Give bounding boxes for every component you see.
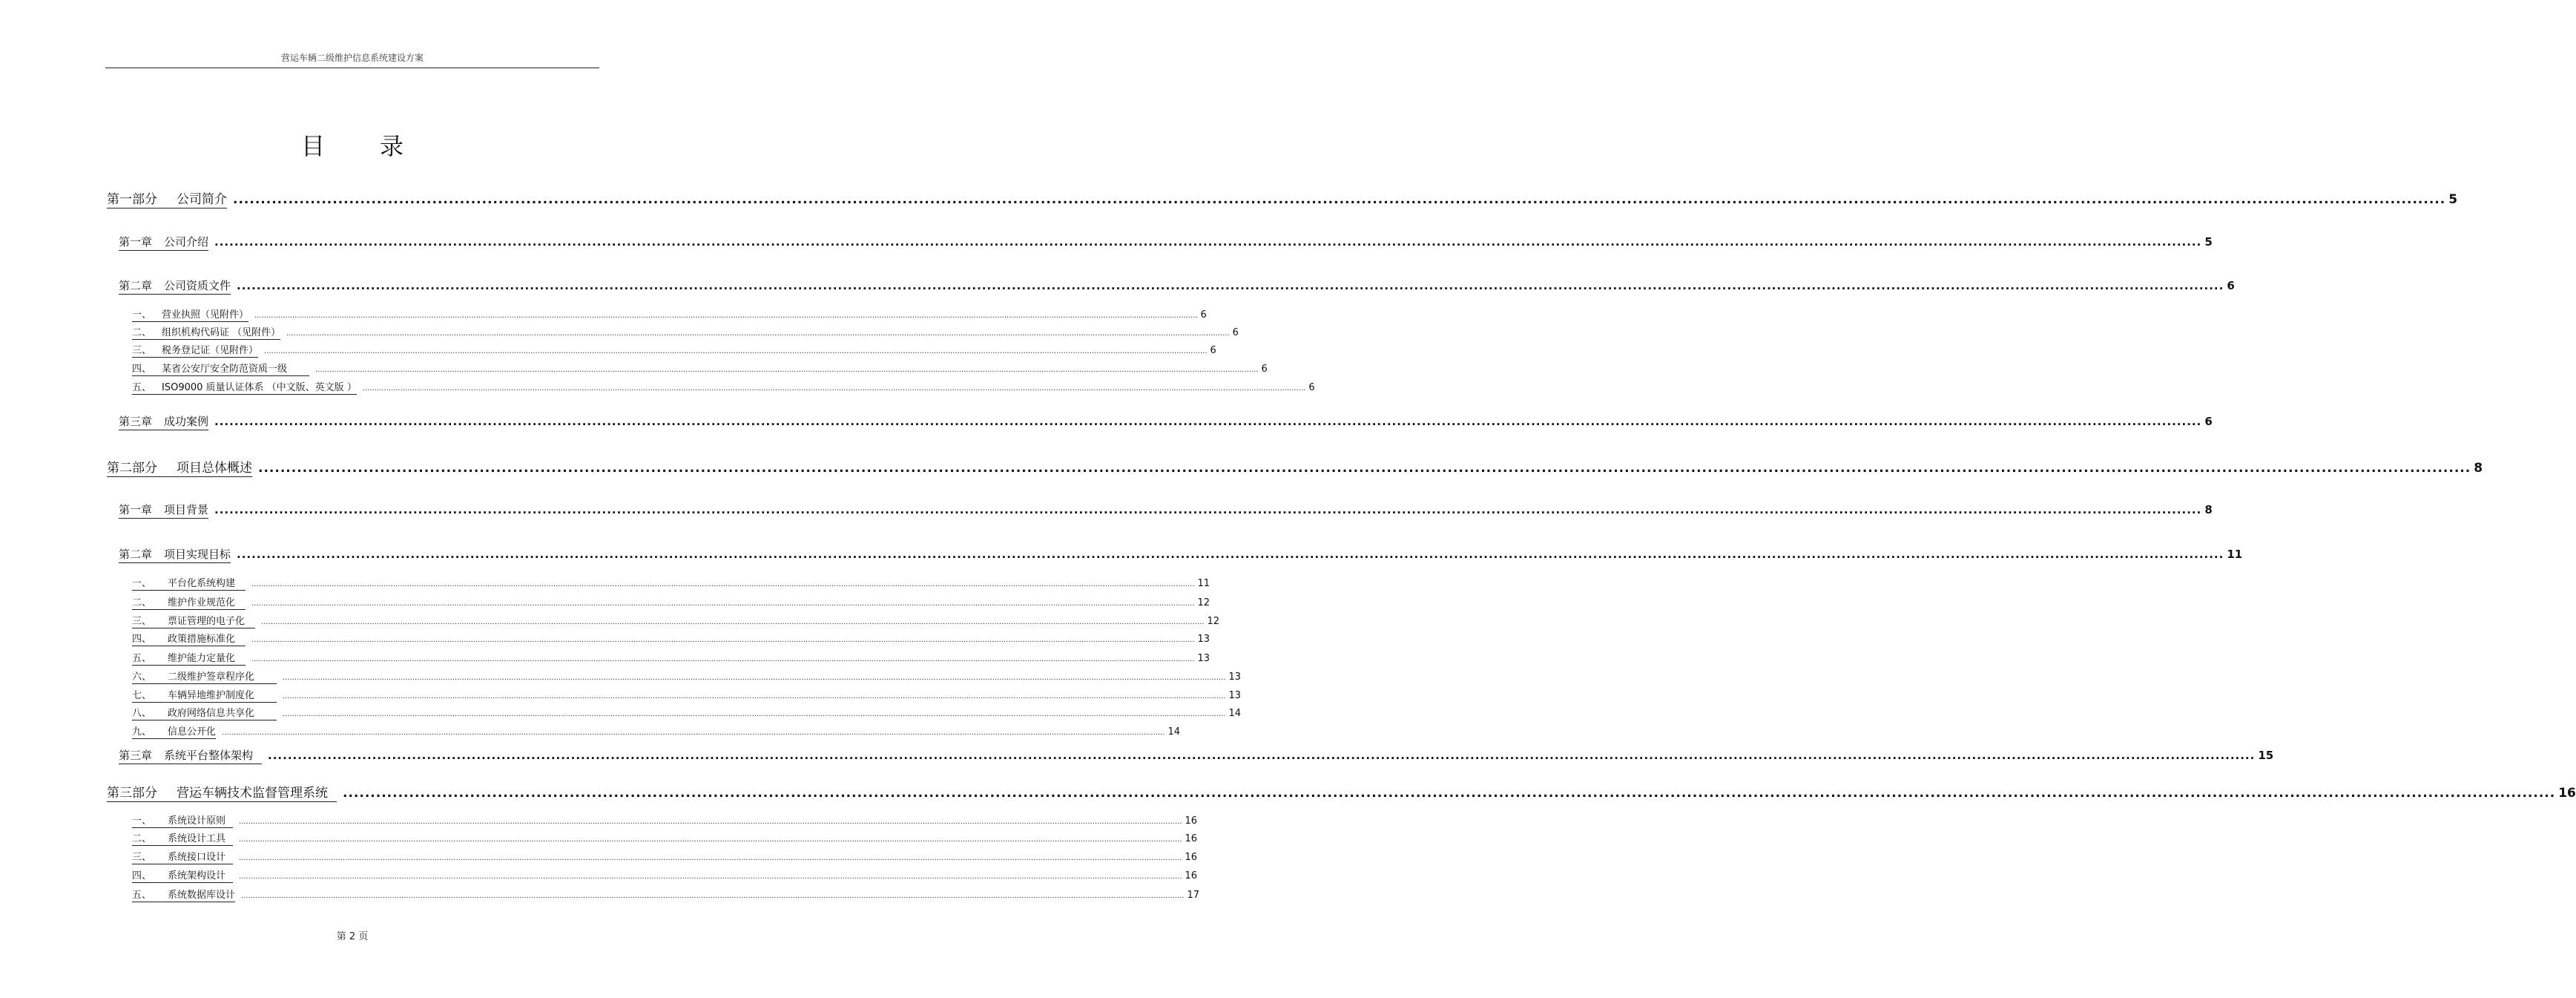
- toc-leader-dots: ................................................................................................................................................................................................................................................................................................................................................................................................................: [283, 692, 1226, 700]
- toc-entry-label: [107, 782, 337, 802]
- toc-leader-dots: ................................................................................................................................................................................................................................................................................................................................................................................................................: [258, 461, 2471, 476]
- toc-page-number: 6: [1200, 309, 1207, 321]
- toc-entry-label: [132, 594, 246, 610]
- toc-item-title: 维护能力定量化: [168, 653, 236, 664]
- toc-page-number: 11: [2227, 548, 2243, 561]
- toc-entry-label: [132, 650, 246, 666]
- toc-chapter-title: 公司介绍: [164, 235, 209, 249]
- toc-leader-dots: ................................................................................................................................................................................................................................................................................................................................................................................................................: [251, 636, 1195, 644]
- toc-page-number: 14: [1167, 726, 1181, 738]
- toc-item[interactable]: [132, 361, 1268, 376]
- toc-chapter-title: 项目实现目标: [164, 548, 231, 561]
- toc-entry-label: [132, 705, 277, 720]
- toc-page-number: 6: [2204, 415, 2213, 428]
- toc-leader-dots: ................................................................................................................................................................................................................................................................................................................................................................................................................: [237, 279, 2224, 292]
- toc-chapter-title: 项目背景: [164, 503, 209, 516]
- toc-page-number: 6: [1308, 382, 1315, 393]
- toc-page-number: 15: [2258, 749, 2274, 762]
- toc-page-number: 16: [2558, 786, 2576, 801]
- toc-entry-label: [132, 342, 258, 358]
- toc-item-title: 系统架构设计: [168, 870, 226, 882]
- toc-item-number: 八、: [132, 708, 152, 719]
- toc-item-title: 税务登记证（见附件）: [162, 345, 259, 356]
- toc-chapter-title: 成功案例: [164, 415, 209, 428]
- toc-leader-dots: ................................................................................................................................................................................................................................................................................................................................................................................................................: [254, 312, 1198, 320]
- toc-entry-label: [132, 575, 246, 591]
- toc-item-title: 某省公安厅安全防范资质一级: [162, 364, 288, 375]
- toc-page-number: 5: [2204, 235, 2213, 249]
- toc-item-number: 四、: [132, 634, 152, 645]
- toc-item-number: 七、: [132, 690, 152, 701]
- toc-leader-dots: ................................................................................................................................................................................................................................................................................................................................................................................................................: [283, 710, 1226, 718]
- toc-part-number: 第二部分: [107, 461, 157, 476]
- toc-part-1[interactable]: [107, 188, 2458, 209]
- toc-item[interactable]: [132, 650, 1210, 666]
- toc-leader-dots: ................................................................................................................................................................................................................................................................................................................................................................................................................: [264, 347, 1208, 355]
- toc-leader-dots: ................................................................................................................................................................................................................................................................................................................................................................................................................: [343, 786, 2556, 801]
- toc-leader-dots: ................................................................................................................................................................................................................................................................................................................................................................................................................: [268, 749, 2256, 762]
- toc-item[interactable]: [132, 849, 1198, 864]
- toc-entry-label: [107, 188, 227, 209]
- toc-item-number: 二、: [132, 327, 152, 338]
- toc-item[interactable]: [132, 723, 1181, 739]
- toc-entry-label: [119, 278, 231, 295]
- toc-page-number: 17: [1187, 890, 1200, 901]
- toc-item-number: 九、: [132, 726, 152, 738]
- toc-part-2[interactable]: [107, 457, 2483, 477]
- toc-item[interactable]: [132, 705, 1242, 720]
- toc-page-number: 13: [1228, 672, 1242, 683]
- toc-page-number: 6: [1210, 345, 1216, 356]
- toc-leader-dots: ................................................................................................................................................................................................................................................................................................................................................................................................................: [239, 836, 1182, 844]
- toc-entry-label: [119, 413, 208, 430]
- toc-item-title: 车辆异地维护制度化: [168, 690, 255, 701]
- toc-entry-label: [132, 324, 280, 340]
- toc-item-number: 六、: [132, 672, 152, 683]
- toc-chapter-number: 第二章: [119, 548, 153, 561]
- toc-item[interactable]: [132, 669, 1242, 684]
- toc-item-title: 信息公开化: [168, 726, 217, 738]
- toc-page-number: 16: [1185, 833, 1198, 844]
- toc-page-number: 6: [2227, 279, 2235, 292]
- toc-chapter[interactable]: [119, 278, 2235, 295]
- toc-item-title: 政策措施标准化: [168, 634, 236, 645]
- toc-entry-label: [132, 379, 357, 395]
- toc-entry-label: [132, 361, 309, 376]
- toc-part-title: 公司简介: [177, 192, 227, 207]
- toc-item-title: 系统接口设计: [168, 852, 226, 863]
- toc-item[interactable]: [132, 867, 1198, 883]
- toc-page-number: 13: [1228, 690, 1242, 701]
- toc-chapter-number: 第三章: [119, 415, 153, 428]
- toc-leader-dots: ................................................................................................................................................................................................................................................................................................................................................................................................................: [239, 854, 1182, 862]
- toc-leader-dots: ................................................................................................................................................................................................................................................................................................................................................................................................................: [233, 192, 2446, 207]
- toc-leader-dots: ................................................................................................................................................................................................................................................................................................................................................................................................................: [214, 415, 2202, 428]
- toc-page-number: 16: [1185, 815, 1198, 827]
- toc-entry-label: [132, 306, 248, 322]
- toc-chapter[interactable]: [119, 413, 2213, 430]
- toc-title: 目录: [300, 132, 458, 160]
- toc-entry-label: [132, 830, 233, 846]
- toc-item-title: 二级维护签章程序化: [168, 672, 255, 683]
- toc-item[interactable]: [132, 613, 1220, 628]
- toc-item-title: 票证管理的电子化: [168, 616, 246, 627]
- toc-leader-dots: ................................................................................................................................................................................................................................................................................................................................................................................................................: [315, 366, 1259, 374]
- toc-item[interactable]: [132, 631, 1210, 646]
- toc-item[interactable]: [132, 594, 1210, 610]
- toc-item-number: 一、: [132, 815, 152, 827]
- toc-chapter-title: 系统平台整体架构: [164, 749, 254, 762]
- toc-page-number: 12: [1197, 597, 1210, 608]
- toc-chapter-title: 公司资质文件: [164, 279, 231, 292]
- toc-item-title: 组织机构代码证 （见附件）: [162, 327, 281, 338]
- toc-entry-label: [119, 502, 208, 519]
- toc-item-title: 平台化系统构建: [168, 578, 236, 589]
- toc-page-number: 12: [1207, 616, 1220, 627]
- toc-item[interactable]: [132, 812, 1198, 828]
- toc-leader-dots: ................................................................................................................................................................................................................................................................................................................................................................................................................: [251, 600, 1195, 608]
- toc-item-number: 三、: [132, 616, 152, 627]
- toc-item-number: 一、: [132, 578, 152, 589]
- toc-entry-label: [132, 669, 277, 684]
- toc-leader-dots: ................................................................................................................................................................................................................................................................................................................................................................................................................: [214, 235, 2202, 249]
- toc-leader-dots: ................................................................................................................................................................................................................................................................................................................................................................................................................: [251, 655, 1195, 663]
- toc-leader-dots: ................................................................................................................................................................................................................................................................................................................................................................................................................: [237, 548, 2224, 561]
- toc-item-title: ISO9000 质量认证体系 （中文版、英文版 ）: [162, 382, 357, 393]
- toc-chapter[interactable]: [119, 234, 2213, 251]
- toc-item-title: 系统设计原则: [168, 815, 226, 827]
- toc-part-title: 营运车辆技术监督管理系统: [177, 786, 328, 801]
- toc-item-number: 二、: [132, 833, 152, 844]
- toc-chapter[interactable]: [119, 546, 2243, 563]
- toc-item-number: 五、: [132, 382, 152, 393]
- toc-part-number: 第一部分: [107, 192, 157, 207]
- toc-leader-dots: ................................................................................................................................................................................................................................................................................................................................................................................................................: [251, 580, 1195, 588]
- toc-page-number: 14: [1228, 708, 1242, 719]
- toc-page-number: 5: [2448, 192, 2458, 207]
- toc-item[interactable]: [132, 324, 1239, 340]
- toc-item-title: 营业执照（见附件）: [162, 309, 249, 321]
- toc-entry-label: [119, 747, 262, 764]
- toc-part-number: 第三部分: [107, 786, 157, 801]
- toc-part-3[interactable]: [107, 782, 2576, 802]
- toc-leader-dots: ................................................................................................................................................................................................................................................................................................................................................................................................................: [239, 818, 1182, 826]
- toc-leader-dots: ................................................................................................................................................................................................................................................................................................................................................................................................................: [261, 618, 1205, 626]
- toc-entry-label: [132, 613, 255, 628]
- toc-leader-dots: ................................................................................................................................................................................................................................................................................................................................................................................................................: [239, 873, 1182, 881]
- toc-leader-dots: ................................................................................................................................................................................................................................................................................................................................................................................................................: [283, 674, 1226, 682]
- toc-page-number: 16: [1185, 852, 1198, 863]
- toc-item-number: 四、: [132, 870, 152, 882]
- toc-item-number: 三、: [132, 852, 152, 863]
- toc-leader-dots: ................................................................................................................................................................................................................................................................................................................................................................................................................: [286, 329, 1230, 338]
- toc-entry-label: [132, 631, 246, 646]
- document-header-title: 营运车辆二级维护信息系统建设方案: [280, 53, 424, 63]
- toc-page-number: 8: [2474, 461, 2483, 476]
- toc-item-title: 政府网络信息共享化: [168, 708, 255, 719]
- toc-item-number: 一、: [132, 309, 152, 321]
- toc-entry-label: [132, 887, 235, 902]
- toc-item-title: 系统设计工具: [168, 833, 226, 844]
- toc-entry-label: [119, 546, 231, 563]
- toc-item[interactable]: [132, 306, 1207, 322]
- toc-item-title: 维护作业规范化: [168, 597, 236, 608]
- toc-chapter-number: 第三章: [119, 749, 153, 762]
- toc-item-number: 三、: [132, 345, 152, 356]
- toc-leader-dots: ................................................................................................................................................................................................................................................................................................................................................................................................................: [222, 729, 1165, 737]
- toc-page-number: 13: [1197, 634, 1210, 645]
- toc-entry-label: [132, 812, 233, 828]
- toc-item-title: 系统数据库设计: [168, 890, 236, 901]
- toc-entry-label: [119, 234, 208, 251]
- toc-page-number: 8: [2204, 503, 2213, 516]
- toc-item-number: 五、: [132, 653, 152, 664]
- toc-chapter-number: 第一章: [119, 235, 153, 249]
- toc-leader-dots: ................................................................................................................................................................................................................................................................................................................................................................................................................: [241, 892, 1185, 900]
- toc-entry-label: [132, 867, 233, 883]
- toc-chapter[interactable]: [119, 502, 2213, 519]
- toc-page-number: 11: [1197, 578, 1210, 589]
- toc-chapter-number: 第一章: [119, 503, 153, 516]
- toc-item[interactable]: [132, 379, 1315, 395]
- toc-item-number: 二、: [132, 597, 152, 608]
- toc-page-number: 13: [1197, 653, 1210, 664]
- toc-chapter[interactable]: [119, 747, 2274, 764]
- toc-item[interactable]: [132, 575, 1210, 591]
- toc-item-number: 五、: [132, 890, 152, 901]
- toc-page-number: 6: [1232, 327, 1239, 338]
- toc-item[interactable]: [132, 687, 1242, 703]
- toc-item[interactable]: [132, 887, 1200, 902]
- toc-item[interactable]: [132, 830, 1198, 846]
- toc-item[interactable]: [132, 342, 1216, 358]
- toc-item-number: 四、: [132, 364, 152, 375]
- toc-page-number: 6: [1261, 364, 1268, 375]
- toc-entry-label: [132, 849, 233, 864]
- toc-entry-label: [107, 457, 252, 477]
- toc-leader-dots: ................................................................................................................................................................................................................................................................................................................................................................................................................: [362, 384, 1306, 393]
- toc-leader-dots: ................................................................................................................................................................................................................................................................................................................................................................................................................: [214, 503, 2202, 516]
- toc-entry-label: [132, 687, 277, 703]
- toc-part-title: 项目总体概述: [177, 461, 252, 476]
- toc-page-number: 16: [1185, 870, 1198, 882]
- toc-chapter-number: 第二章: [119, 279, 153, 292]
- toc-entry-label: [132, 723, 216, 739]
- page-footer: 第 2 页: [336, 931, 369, 942]
